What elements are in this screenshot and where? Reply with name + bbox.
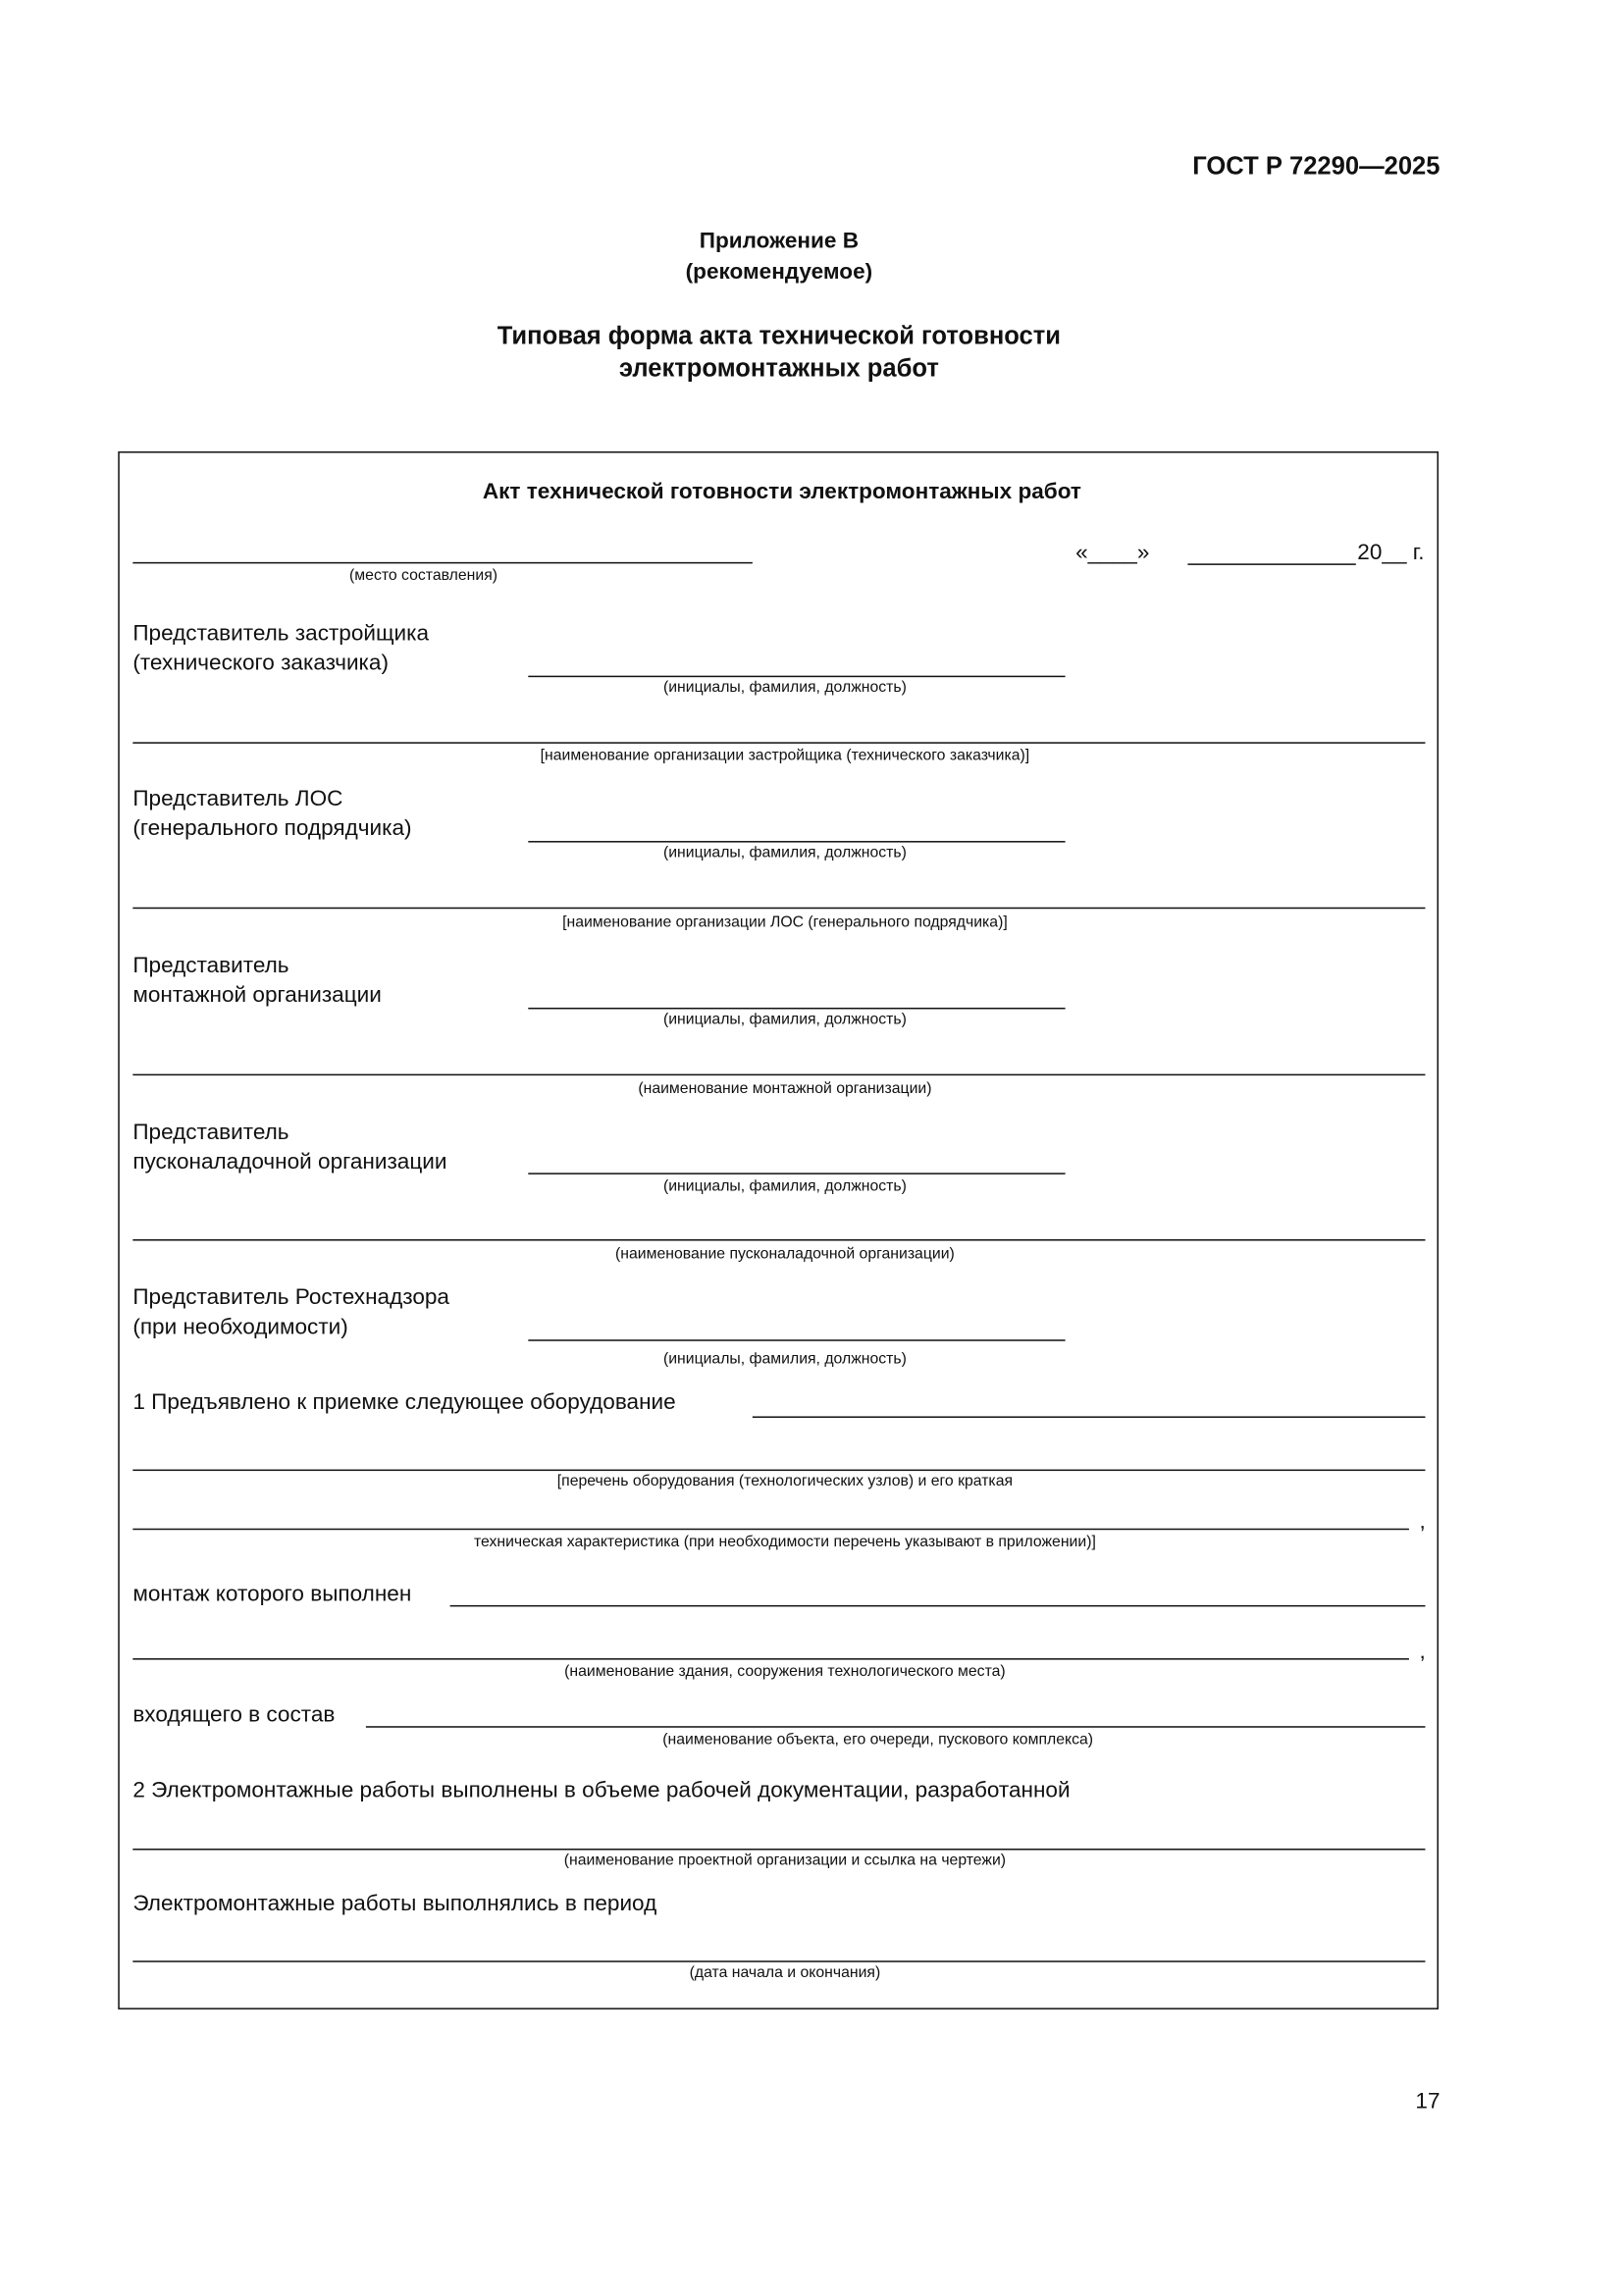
rep1-line2: (технического заказчика): [132, 651, 389, 676]
period-text: Электромонтажные работы выполнялись в период: [132, 1891, 657, 1917]
doc-title-line2: электромонтажных работ: [618, 353, 939, 383]
item2-caption: (наименование проектной организации и ссылка на чертежи): [563, 1852, 1007, 1870]
date-day[interactable]: «____»: [1075, 540, 1150, 565]
rep4-line2: пусконаладочной организации: [132, 1149, 447, 1174]
rep4-sig-caption: (инициалы, фамилия, должность): [662, 1176, 907, 1195]
rep2-org-caption: [наименование организации ЛОС (генерального подрядчика)]: [562, 913, 1008, 931]
item1-text: 1 Предъявлено к приемке следующее оборудование: [132, 1389, 676, 1415]
rep5-sig-caption: (инициалы, фамилия, должность): [662, 1349, 907, 1368]
rep5-signature-field[interactable]: [528, 1339, 1065, 1341]
item1-comma: ,: [1419, 1509, 1426, 1535]
rep1-signature-field[interactable]: [528, 676, 1065, 678]
rep3-org-caption: (наименование монтажной организации): [638, 1079, 932, 1098]
page-number: 17: [1415, 2089, 1440, 2114]
period-field[interactable]: [132, 1960, 1425, 1962]
period-caption: (дата начала и окончания): [689, 1963, 881, 1982]
rep4-signature-field[interactable]: [528, 1173, 1065, 1174]
rep2-line2: (генерального подрядчика): [132, 815, 412, 842]
rep4-line1: Представитель: [132, 1120, 289, 1145]
part-of-text: входящего в состав: [132, 1702, 336, 1728]
mounted-field[interactable]: [450, 1605, 1426, 1607]
rep3-org-field[interactable]: [132, 1074, 1425, 1076]
item1-field-line2[interactable]: [132, 1470, 1425, 1472]
item1-caption1: [перечень оборудования (технологических узлов) и его краткая: [556, 1472, 1014, 1490]
rep2-org-field[interactable]: [132, 908, 1425, 910]
rep4-org-caption: (наименование пусконаладочной организации): [615, 1245, 955, 1264]
mounted-comma: ,: [1419, 1639, 1426, 1665]
rep3-signature-field[interactable]: [528, 1008, 1065, 1010]
item1-field[interactable]: [753, 1416, 1426, 1418]
form-title: Акт технической готовности электромонтажных работ: [482, 479, 1081, 505]
date-month-field[interactable]: [1187, 563, 1355, 565]
mounted-text: монтаж которого выполнен: [132, 1581, 412, 1607]
appendix-title: Приложение В: [699, 229, 860, 254]
rep1-line1: Представитель застройщика: [132, 621, 430, 647]
rep2-line1: Представитель ЛОС: [132, 786, 343, 811]
rep1-org-field[interactable]: [132, 742, 1425, 744]
standard-number: ГОСТ Р 72290—2025: [1192, 151, 1440, 181]
date-year[interactable]: 20__ г.: [1357, 540, 1425, 565]
rep4-org-field[interactable]: [132, 1239, 1425, 1241]
rep5-line1: Представитель Ростехнадзора: [132, 1284, 449, 1311]
item1-caption2: техническая характеристика (при необходимости перечень указывают в приложении)]: [473, 1533, 1096, 1551]
appendix-status: (рекомендуемое): [685, 259, 873, 286]
rep1-org-caption: [наименование организации застройщика (технического заказчика)]: [540, 746, 1030, 764]
item2-text: 2 Электромонтажные работы выполнены в объеме рабочей документации, разработанной: [132, 1777, 1071, 1803]
mounted-caption: (наименование здания, сооружения технологического места): [564, 1662, 1006, 1681]
rep3-sig-caption: (инициалы, фамилия, должность): [662, 1010, 907, 1029]
item1-field-line3[interactable]: [132, 1529, 1409, 1531]
mounted-field-line2[interactable]: [132, 1658, 1409, 1660]
doc-title-line1: Типовая форма акта технической готовности: [497, 321, 1062, 350]
place-field[interactable]: [132, 562, 753, 564]
rep1-sig-caption: (инициалы, фамилия, должность): [662, 678, 907, 697]
rep3-line1: Представитель: [132, 953, 289, 978]
part-of-caption: (наименование объекта, его очереди, пускового комплекса): [662, 1730, 1094, 1748]
part-of-field[interactable]: [366, 1726, 1426, 1728]
rep2-signature-field[interactable]: [528, 841, 1065, 843]
rep3-line2: монтажной организации: [132, 982, 382, 1008]
item2-field[interactable]: [132, 1849, 1425, 1851]
rep2-sig-caption: (инициалы, фамилия, должность): [662, 844, 907, 862]
rep5-line2: (при необходимости): [132, 1314, 348, 1340]
place-caption: (место составления): [349, 566, 498, 585]
